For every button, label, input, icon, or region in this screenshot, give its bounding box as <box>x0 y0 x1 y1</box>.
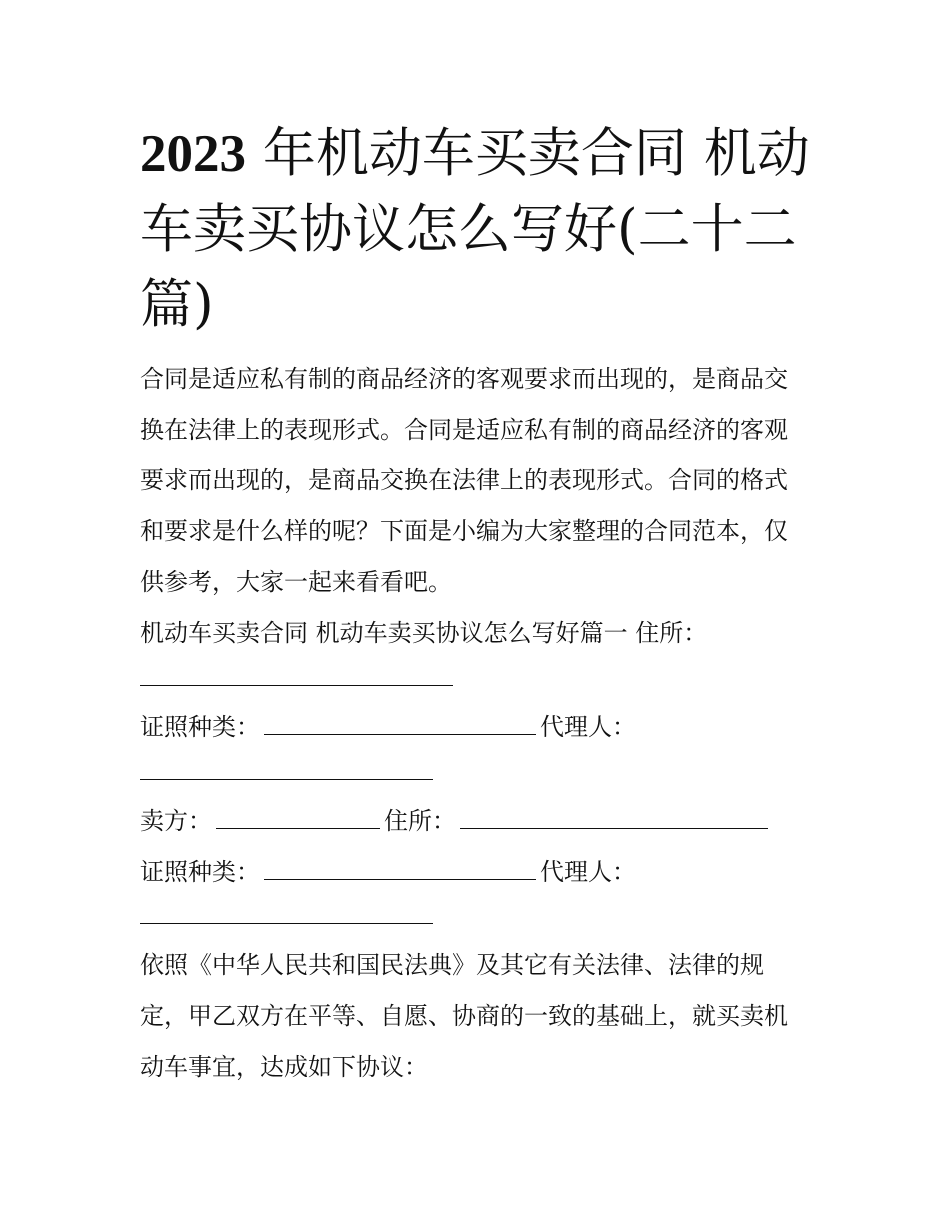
seller-address-label: 住所： <box>384 807 456 835</box>
license-type-label: 证照种类： <box>140 713 260 741</box>
license-type-blank-2 <box>264 859 536 880</box>
seller-label: 卖方： <box>140 807 212 835</box>
seller-blank <box>216 808 380 829</box>
agent-blank-line <box>140 778 433 780</box>
intro-line-4: 和要求是什么样的呢？下面是小编为大家整理的合同范本，仅 <box>140 517 788 545</box>
intro-line-3: 要求而出现的，是商品交换在法律上的表现形式。合同的格式 <box>140 466 788 494</box>
license-type-blank <box>264 714 536 735</box>
agent-label-2: 代理人： <box>540 858 636 886</box>
address-blank-line <box>140 684 453 686</box>
title-line-3: 篇) <box>140 274 214 335</box>
agreement-line-3: 动车事宜，达成如下协议： <box>140 1053 428 1081</box>
agent-blank-line-2 <box>140 922 433 924</box>
form-row-seller <box>140 804 772 838</box>
title-line-1-text: 年机动车买卖合同 机动 <box>246 123 810 184</box>
document-title <box>140 116 820 342</box>
title-year: 2023 <box>140 125 246 183</box>
intro-line-2: 换在法律上的表现形式。合同是适应私有制的商品经济的客观 <box>140 416 788 444</box>
agreement-line-1: 依照《中华人民共和国民法典》及其它有关法律、法律的规 <box>140 951 764 979</box>
agent-label: 代理人： <box>540 713 636 741</box>
intro-line-5: 供参考，大家一起来看看吧。 <box>140 568 452 596</box>
section-heading: 机动车买卖合同 机动车卖买协议怎么写好篇一 住所： <box>140 619 708 647</box>
form-row-license-2 <box>140 855 636 889</box>
title-line-1 <box>140 116 820 192</box>
intro-line-1: 合同是适应私有制的商品经济的客观要求而出现的，是商品交 <box>140 365 788 393</box>
title-line-2: 车卖买协议怎么写好(二十二 <box>140 199 797 260</box>
agreement-line-2: 定，甲乙双方在平等、自愿、协商的一致的基础上，就买卖机 <box>140 1002 788 1030</box>
form-row-license-1 <box>140 710 636 744</box>
seller-address-blank <box>460 808 768 829</box>
license-type-label-2: 证照种类： <box>140 858 260 886</box>
